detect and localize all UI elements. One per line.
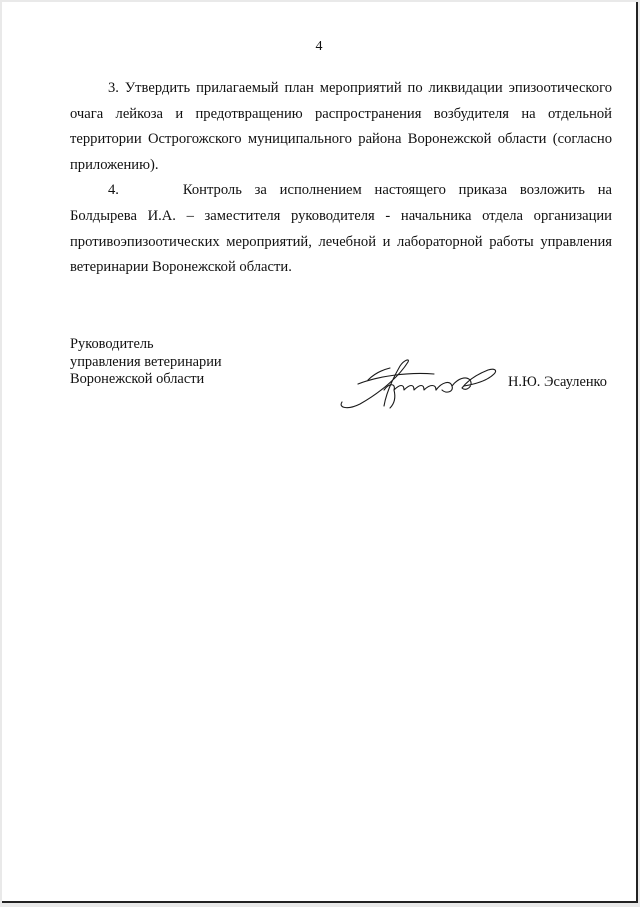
paragraph-4-continued	[70, 204, 612, 281]
paragraph-3-text: Утвердить прилагаемый план мероприятий по ликвидации эпизоотического очага лейкоза и предотвращению распространения возбудителя на отдельной территории Острогожского муниципального района Воронежской области (согласно приложению).	[70, 80, 612, 173]
handwritten-signature	[338, 354, 502, 412]
document-page	[2, 2, 638, 903]
paragraph-4	[70, 178, 612, 204]
paragraph-4-text-rest: Болдырева И.А. – заместителя руководителя - начальника отдела организации противоэпизоотических мероприятий, лечебной и лабораторной работы управления ветеринарии Воронежской области.	[70, 207, 612, 276]
paragraph-3	[70, 76, 612, 178]
signatory-position	[70, 336, 222, 389]
position-line-2: управления ветеринарии	[70, 353, 222, 370]
page-number: 4	[315, 39, 323, 54]
position-line-3: Воронежской области	[70, 371, 205, 387]
paragraph-3-number: 3.	[108, 80, 119, 96]
paragraph-4-number: 4.	[108, 182, 119, 199]
signer-name: Н.Ю. Эсауленко	[508, 374, 607, 390]
document-body	[70, 76, 612, 281]
position-line-1: Руководитель	[70, 336, 154, 352]
paragraph-4-first-line	[108, 178, 612, 204]
paragraph-4-text-first: Контроль за исполнением настоящего приказа возложить на	[182, 182, 612, 199]
